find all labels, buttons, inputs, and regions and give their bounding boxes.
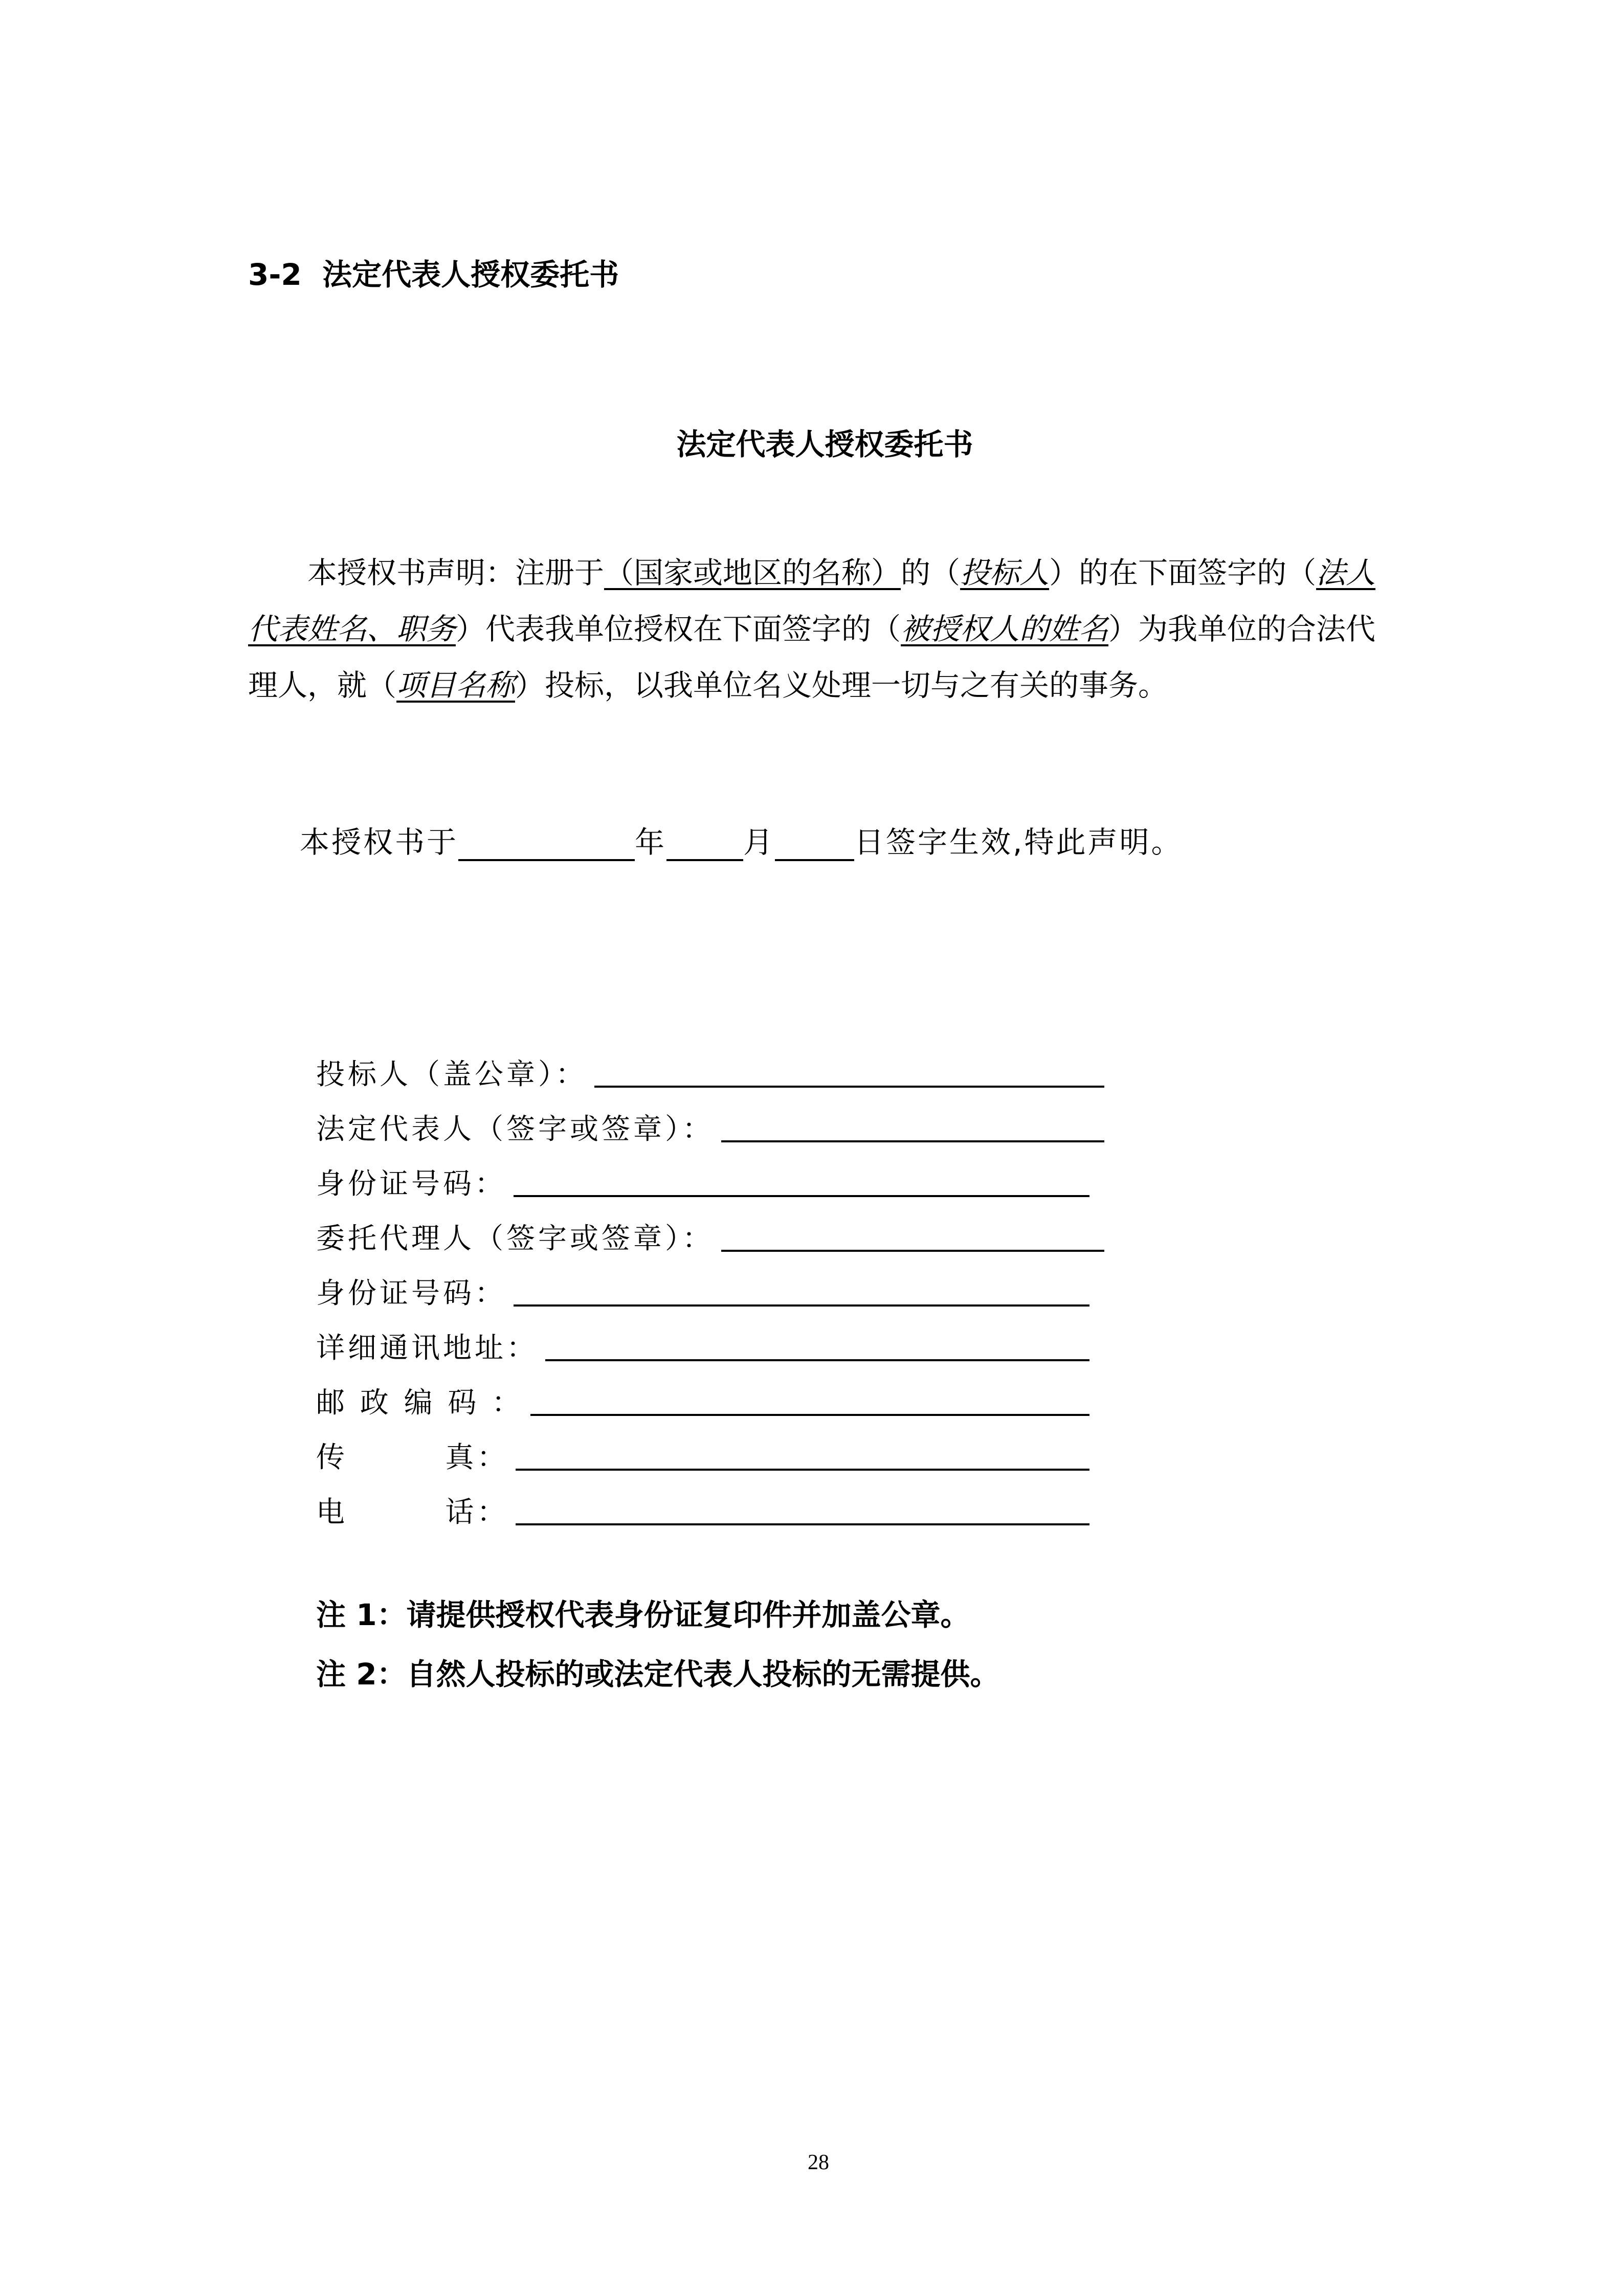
legal-rep-signature-line[interactable] xyxy=(721,1140,1104,1142)
month-label: 月 xyxy=(743,825,775,860)
month-blank[interactable] xyxy=(666,828,743,861)
postal-code-line[interactable] xyxy=(530,1414,1089,1416)
section-heading: 3-2 法定代表人授权委托书 xyxy=(248,257,619,292)
effective-date-line xyxy=(300,818,1183,861)
text: ）代表我单位授权在下面签字的（ xyxy=(456,612,901,646)
bidder-seal-line[interactable] xyxy=(594,1086,1104,1088)
field-label: 法定代表人（签字或签章）： xyxy=(316,1113,714,1146)
form-row xyxy=(316,1476,1089,1530)
page-number: 28 xyxy=(808,2151,829,2174)
day-blank[interactable] xyxy=(775,828,854,861)
field-label: 委托代理人（签字或签章）： xyxy=(316,1222,714,1255)
document-title: 法定代表人授权委托书 xyxy=(676,427,973,462)
form-row xyxy=(316,1147,1089,1202)
address-line[interactable] xyxy=(545,1359,1089,1361)
year-blank[interactable] xyxy=(458,828,635,861)
form-row xyxy=(316,1093,1104,1147)
text: ）的在下面签字的（ xyxy=(1049,555,1317,590)
agent-id-number-line[interactable] xyxy=(514,1304,1089,1307)
note-1: 注 1：请提供授权代表身份证复印件并加盖公章。 xyxy=(316,1597,970,1632)
field-label: 邮 政 编 码 ： xyxy=(316,1386,524,1420)
date-suffix: 日签字生效,特此声明。 xyxy=(854,825,1183,860)
phone-line[interactable] xyxy=(516,1523,1089,1525)
signature-form xyxy=(316,1038,1104,1530)
field-label: 详细通讯地址： xyxy=(316,1332,538,1365)
field-label: 身份证号码： xyxy=(316,1277,506,1310)
text: ）为我单位的合法代理人，就（ xyxy=(248,612,1376,703)
text: ）投标，以我单位名义处理一切与之有关的事务。 xyxy=(515,668,1168,703)
date-prefix: 本授权书于 xyxy=(300,825,459,860)
declaration-paragraph xyxy=(248,545,1381,713)
field-project-name: 项目名称 xyxy=(396,668,516,703)
form-row xyxy=(316,1202,1104,1257)
field-label: 电 话： xyxy=(316,1496,509,1529)
field-country: （国家或地区的名称） xyxy=(604,555,901,590)
agent-signature-line[interactable] xyxy=(721,1250,1104,1252)
field-authorized-person: 被授权人的姓名 xyxy=(901,612,1109,646)
form-row xyxy=(316,1312,1089,1366)
field-label: 投标人（盖公章）： xyxy=(316,1058,587,1091)
text: 的（ xyxy=(901,555,961,590)
field-label: 身份证号码： xyxy=(316,1167,506,1201)
note-2: 注 2：自然人投标的或法定代表人投标的无需提供。 xyxy=(316,1657,1000,1692)
form-row xyxy=(316,1257,1089,1312)
form-row xyxy=(316,1366,1089,1421)
text: 本授权书声明：注册于 xyxy=(307,555,605,590)
form-row xyxy=(316,1421,1089,1476)
field-label: 传 真： xyxy=(316,1441,509,1474)
fax-line[interactable] xyxy=(516,1469,1089,1471)
field-bidder: 投标人 xyxy=(960,555,1050,590)
form-row xyxy=(316,1038,1104,1093)
year-label: 年 xyxy=(635,825,667,860)
id-number-line[interactable] xyxy=(514,1195,1089,1197)
field-legal-rep: 法人代表姓名、职务 xyxy=(248,555,1376,646)
notes xyxy=(316,1585,1000,1704)
